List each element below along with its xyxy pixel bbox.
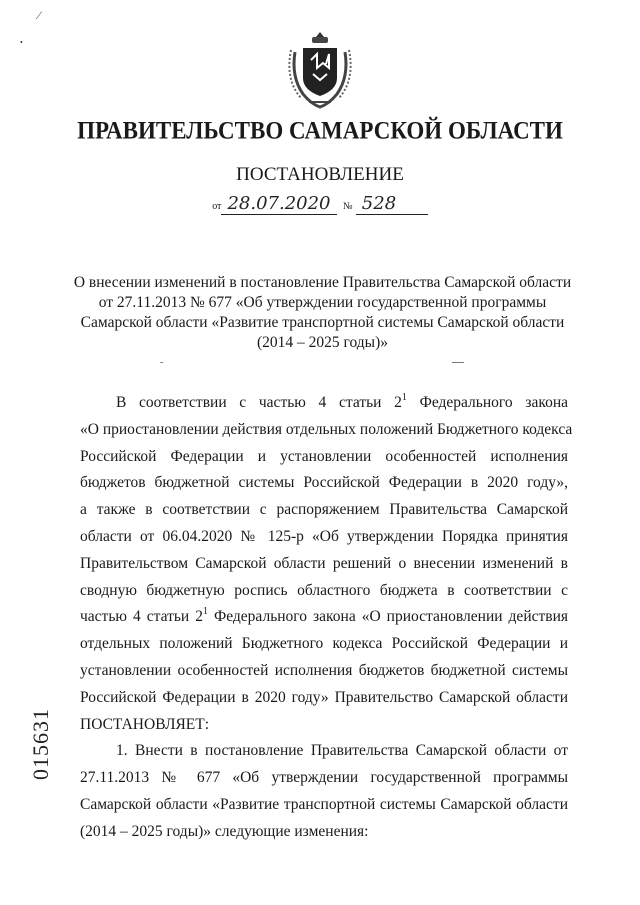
paragraph-line: частью 4 статьи $2^1$ Федерального закона «О приостановлении действия <box>80 606 569 626</box>
date-prefix: от <box>212 201 222 212</box>
paragraph-line: сводную бюджетную роспись областного бюджета в соответствии с <box>80 581 568 599</box>
scan-tick <box>452 362 464 363</box>
body-text <box>80 390 573 846</box>
date-handwritten: 28.07.2020 <box>221 194 336 215</box>
paragraph-line: установлении особенностей исполнения бюджетов бюджетной системы <box>80 661 568 679</box>
paragraph-line: (2014 – 2025 годы)» следующие изменения: <box>80 822 369 840</box>
heading-line: Самарской области «Развитие транспортной системы Самарской области <box>80 314 565 331</box>
paragraph-line: Российской Федерации в 2020 году» Правительство Самарской области <box>80 688 568 706</box>
paragraph-line: 1. Внести в постановление Правительства Самарской области от <box>116 742 568 760</box>
paragraph-line: 27.11.2013 № 677 «Об утверждении государственной программы <box>80 769 568 787</box>
paragraph-line: Правительством Самарской области решений о внесении изменений в <box>80 554 568 572</box>
heading-line: (2014 – 2025 годы)» <box>256 334 389 351</box>
date-number-line <box>0 194 640 215</box>
document-type: ПОСТАНОВЛЕНИЕ <box>236 164 404 185</box>
heading-line: от 27.11.2013 № 677 «Об утверждении государственной программы <box>98 294 547 311</box>
corner-mark: ⁄ <box>38 8 41 22</box>
paragraph-line: ПОСТАНОВЛЯЕТ: <box>80 715 210 733</box>
resolution-heading <box>60 273 585 353</box>
paragraph-line: области от 06.04.2020 № 125-р «Об утверждении Порядка принятия <box>80 527 568 545</box>
paragraph-line: Российской Федерации и установлении особенностей исполнения <box>80 447 568 465</box>
paragraph-line: бюджетов бюджетной системы Российской Федерации в 2020 году», <box>80 474 568 492</box>
number-handwritten: 528 <box>356 194 428 215</box>
government-title: ПРАВИТЕЛЬСТВО САМАРСКОЙ ОБЛАСТИ <box>77 116 563 144</box>
number-prefix: № <box>343 201 353 212</box>
paragraph-line: «О приостановлении действия отдельных положений Бюджетного кодекса <box>80 420 573 438</box>
superscript: 1 <box>401 391 407 403</box>
paragraph-line: отдельных положений Бюджетного кодекса Российской Федерации и <box>80 635 568 653</box>
registration-stamp: 015631 <box>28 708 53 780</box>
superscript: 1 <box>202 606 208 618</box>
corner-dot: • <box>20 38 23 47</box>
coat-of-arms-icon <box>285 30 355 110</box>
paragraph-line: Самарской области «Развитие транспортной системы Самарской области <box>80 795 568 813</box>
heading-line: О внесении изменений в постановление Правительства Самарской области <box>73 274 572 291</box>
paragraph-line: В соответствии с частью 4 статьи $2^1$ Федерального закона <box>116 391 568 411</box>
scan-tick: - <box>160 357 164 368</box>
paragraph-line: а также в соответствии с распоряжением Правительства Самарской <box>80 501 568 519</box>
